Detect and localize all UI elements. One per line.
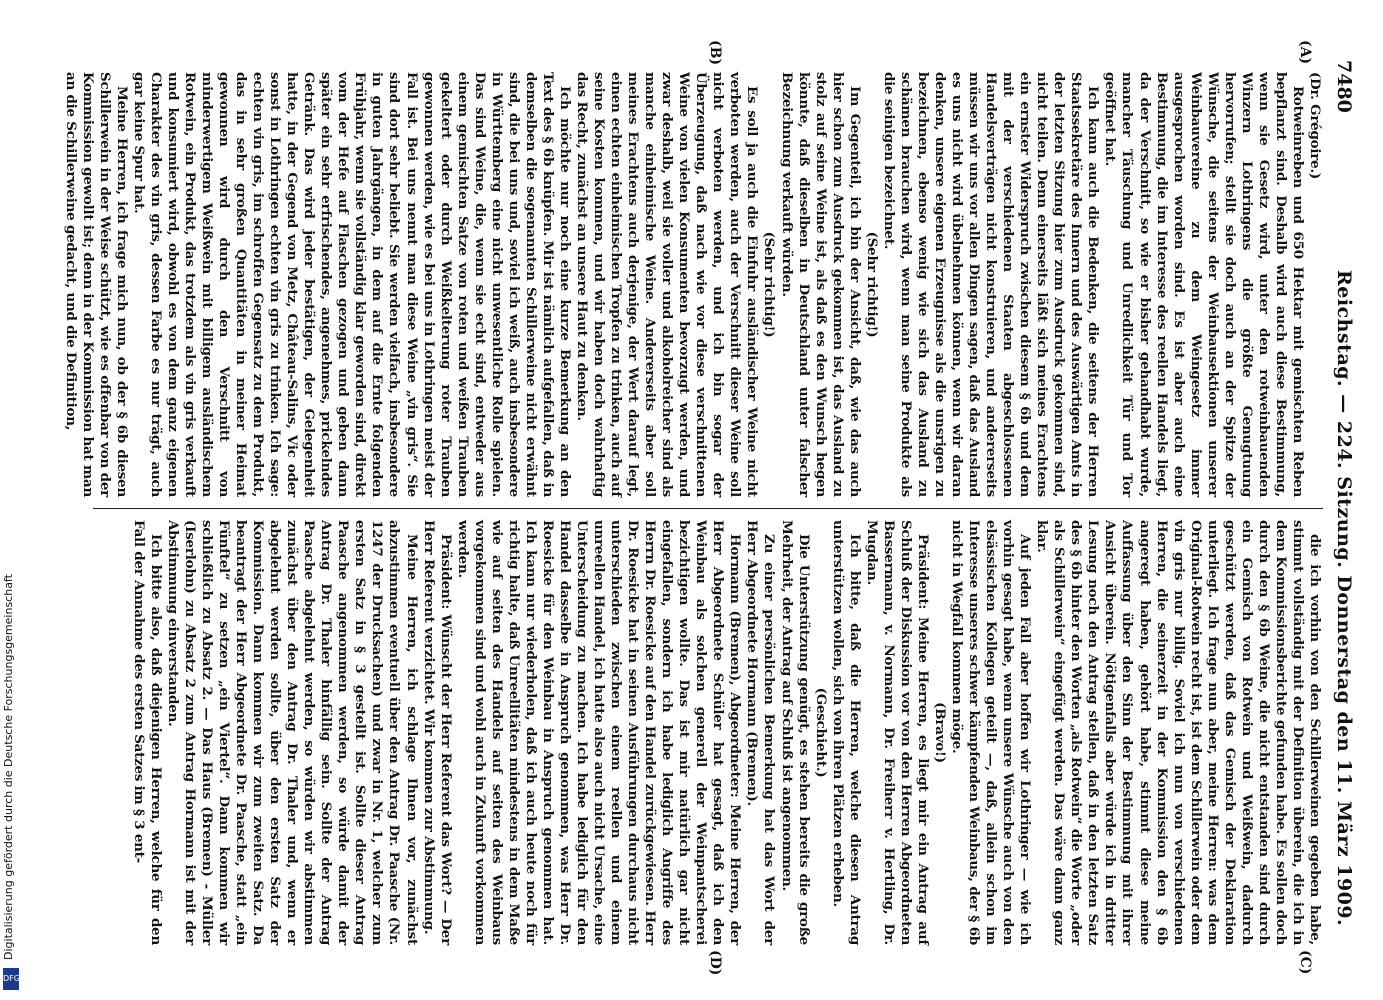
- paragraph: Rotweinreben und 650 Hektar mit gemischten Reben bepflanzt sind. Deshalb wird auch diese Bestimmung, wenn sie Gesetz wird, unter den rotweinbauenden Winzern Lothringens die größte Genugtuung hervorrufen; stellt sie doch auch an der Spitze der Wünsche, die seitens der Weinbausektionen unserer Weinbauvereine zu dem Weingesetz immer ausgesprochen worden sind. Es ist aber auch eine Bestimmung, die im Interesse des reellen Handels liegt, da der Verschnitt, so wie er bisher gehandhabt wurde, mancher Täuschung und Unredlichkeit Tür und Tor geöffnet hat.: [1102, 72, 1306, 497]
- column-divider: [93, 508, 1323, 509]
- digitization-footer: [0, 0, 22, 1000]
- footer-credit: Digitalisierung gefördert durch die Deutsche Forschungsgemeinschaft: [2, 574, 15, 960]
- margin-mark-d: (D): [707, 950, 723, 976]
- paragraph: (Sehr richtig!): [863, 231, 880, 338]
- paragraph: (Bravo!): [931, 702, 948, 763]
- paragraph: (Sehr richtig!): [761, 231, 778, 338]
- paragraph: Meine Herren, ich frage mich nun, ob der § 6b diesen Schillerwein in der Weise schützt, wie es offenbar von der Kommission gewollt ist; denn in der Kommission hat man an die Schillerweine gedacht, und die Definition,: [62, 72, 130, 497]
- paragraph: (Dr. Grégoire.): [1307, 72, 1323, 180]
- paragraph: Die Unterstützung genügt, es stehen bereits die große Mehrheit, der Antrag auf Schluß ist angenommen.: [778, 520, 812, 945]
- margin-mark-a: (A): [1297, 40, 1313, 65]
- paragraph: Meine Herren, ich schlage Ihnen vor, zunächst abzustimmen eventuell über den Antrag Dr. Paasche (Nr. 1247 der Drucksachen) und zwar in Nr. 1, welcher zum ersten Satz in § 3 gestellt ist. Sollte dieser Antrag Paasche angenommen werden, so würde damit der Antrag Dr. Thaler hinfällig sein. Sollte der Antrag Paasche abgelehnt werden, so würden wir abstimmen zunächst über den Antrag Dr. Thaler und, wenn er abgelehnt werden sollte, über den ersten Satz der Kommission. Dann kommen wir zum zweiten Satz. Da beantragt der Herr Abgeordnete Dr. Paasche, statt „ein Fünftel“ zu setzen „ein Viertel“. Dann kommen wir schließlich zu Absatz 2. — Das Haus (Bremen) - Müller (Iserlohn) zu Absatz 2 zum Antrag Hormann ist mit der Abstimmung einverstanden.: [164, 520, 420, 945]
- page-header: [1325, 60, 1355, 960]
- paragraph: (Geschieht.): [812, 687, 829, 778]
- paragraph: Ich bitte, daß die Herren, welche diesen Antrag unterstützen wollen, sich von ihren Plätzen erheben.: [829, 520, 863, 945]
- page-number: 7480: [1333, 60, 1355, 113]
- right-column: [130, 520, 1323, 945]
- paragraph: Ich bitte also, daß diejenigen Herren, welche für den Fall der Annahme des ersten Satzes im § 3 ent-: [130, 520, 164, 945]
- paragraph: Ich kann auch die Bedenken, die seitens der Herren Staatssekretäre des Innern und des Auswärtigen Amts in der letzten Sitzung hier zum Ausdruck gekommen sind, nicht teilen. Denn einerseits läßt sich meines Erachtens ein ernster Widerspruch zwischen diesem § 6b und dem mit der verschiedenen Staaten abgeschlossenen Handelsverträgen nicht konstruieren, und andererseits müssen wir uns vor allen Dingen sagen, daß das Ausland es uns nicht wird übelnehmen können, wenn wir daran denken, unsere eigenen Erzeugnisse als die unsrigen zu bezeichnen, ebenso wenig wie sich das Ausland zu schämen brauchen wird, wenn man seine Produkte als die seinigen bezeichnet.: [880, 72, 1102, 497]
- dfg-logo: DFG: [3, 968, 19, 990]
- paragraph: die ich vorhin von den Schillerweinen gegeben habe, stimmt vollständig mit der Definition überein, die ich in dem Kommissionsberichte gefunden habe. Es sollen doch durch den § 6b Weine, die nicht entstanden sind durch ein Gemisch von Rotwein und Weißwein, dadurch geschützt werden, daß das Gemisch der Deklaration unterliegt. Ich frage nun aber, meine Herren: was dem Original-Rotwein recht ist, ist dem Schillerwein oder dem vin gris nur billig. Soviel ich nun von verschiedenen Herren, die seinerzeit in der Kommission den § 6b angeregt haben, gehört habe, stimmt diese meine Auffassung über den Sinn der Bestimmung mit ihrer Ansicht überein. Nötigenfalls aber würde ich in dritter Lesung noch den Antrag stellen, daß in den letzten Satz des § 6b hinter den Worten „als Rotwein“ die Worte „oder als Schillerwein“ eingefügt werden. Das wäre dann ganz klar.: [1034, 520, 1323, 945]
- margin-mark-c: (C): [1297, 950, 1313, 975]
- paragraph: Im Gegenteil, ich bin der Ansicht, daß, wie das auch hier schon zum Ausdruck gekommen ist, das Ausland zu stolz auf seine Weine ist, als daß es den Wunsch hegen könnte, daß dieselben in Deutschland unter falscher Bezeichnung verkauft würden.: [778, 72, 863, 497]
- paragraph: Ich möchte nur noch eine kurze Bemerkung an den Text des § 6b knüpfen. Mir ist nämlich aufgefallen, daß in demselben die sogenannten Schillerweine nicht erwähnt sind, die bei uns und, soviel ich weiß, auch insbesondere in Württemberg eine nicht unwesentliche Rolle spielen. Das sind Weine, die, wenn sie echt sind, entweder aus einem gemischten Satze von roten und weißen Trauben gekeltert oder durch Weißkelterung roter Trauben gewonnen werden, wie es bei uns in Lothringen meist der Fall ist. Bei uns nennt man diese Weine „vin gris“. Sie sind dort sehr beliebt. Sie werden vielfach, insbesondere in guten Jahrgängen, in dem auf die Ernte folgenden Frühjahr, wenn sie vollständig klar geworden sind, direkt vom der Hefe auf Flaschen gezogen und geben dann später ein sehr erfrischendes, angenehmes, prickelndes Getränk. Das wird jeder bestätigen, der Gelegenheit hatte, in der Gegend von Metz, Château-Salins, Vic oder sonst in Lothringen echten vin gris zu trinken. Ich sage: echten vin gris, im schroffen Gegensatz zu dem Produkt, das in sehr großen Quantitäten in meiner Heimat gewonnen wird durch den Verschnitt von minderwertigem Weißwein mit billigem ausländischem Rotwein, ein Produkt, das trotzdem als vin gris verkauft und konsumiert wird, obwohl es von dem ganz eigenen Charakter des vin gris, dessen Farbe es nur trägt, auch gar keine Spur hat.: [130, 72, 573, 497]
- paragraph: Hormann (Bremen), Abgeordneter: Meine Herren, der Herr Abgeordnete Schüler hat gesagt, daß ich den Weinbau als solchen generell der Weinpantscherei bezichtigen wollte. Das ist mir natürlich gar nicht eingefallen, sondern ich habe lediglich Angriffe des Herrn Dr. Roesicke auf den Handel zurückgewiesen. Herr Dr. Roesicke hat in seinen Ausführungen durchaus nicht unterschieden zwischen einem reellen und einem unreellen Handel, ich hatte also auch nicht Ursache, eine Unterscheidung zu machen. Ich habe lediglich für den Handel dasselbe in Anspruch genommen, was Herr Dr. Roesicke für den Weinbau in Anspruch genommen hat. Ich kann nur wiederholen, daß ich auch heute noch für richtig halte, daß Unreellitäten mindestens in dem Maße wie auf seiten des Handels auf seiten des Weinbaus vorgekommen sind und wohl auch in Zukunft vorkommen werden.: [454, 520, 744, 945]
- paragraph: Auf jeden Fall aber hoffen wir Lothringer — wie ich vorhin gesagt habe, wenn unsere Wünsche auch von den elsässischen Kollegen geteilt —, daß, allein schon im Interesse unseres schwer kämpfenden Weinbaus, der § 6b nicht in Wegfall kommen möge.: [949, 520, 1034, 945]
- paragraph: Es soll ja auch die Einfuhr ausländischer Weine nicht verboten werden, auch der Verschnitt dieser Weine soll nicht verboten werden, und ich bin sogar der Überzeugung, daß nach wie vor diese verschnittenen Weine von vielen Konsumenten bevorzugt werden, und zwar deshalb, weil sie voller und alkoholreicher sind als manche einheimische Weine. Andererseits aber soll meines Erachtens auch derjenige, der Wert darauf legt, einen echten einheimischen Tropfen zu trinken, auch auf seine Kosten kommen, und wir haben doch wahrhaftig das Recht, zunächst an unsere Haut zu denken.: [573, 72, 761, 497]
- paragraph: Präsident: Meine Herren, es liegt mir ein Antrag auf Schluß der Diskussion vor von den Herren Abgeordneten Bassermann, v. Normann, Dr. Freiherr v. Hertling, Dr. Mugdan.: [863, 520, 931, 945]
- margin-mark-b: (B): [707, 40, 723, 66]
- paragraph: Zu einer persönlichen Bemerkung hat das Wort der Herr Abgeordnete Hormann (Bremen).: [744, 520, 778, 945]
- left-column: [62, 72, 1323, 497]
- page-title: Reichstag. — 224. Sitzung. Donnerstag den 11. März 1909.: [1333, 270, 1355, 927]
- paragraph: Präsident: Wünscht der Herr Referent das Wort? — Der Herr Referent verzichtet. Wir kommen zur Abstimmung.: [420, 520, 454, 945]
